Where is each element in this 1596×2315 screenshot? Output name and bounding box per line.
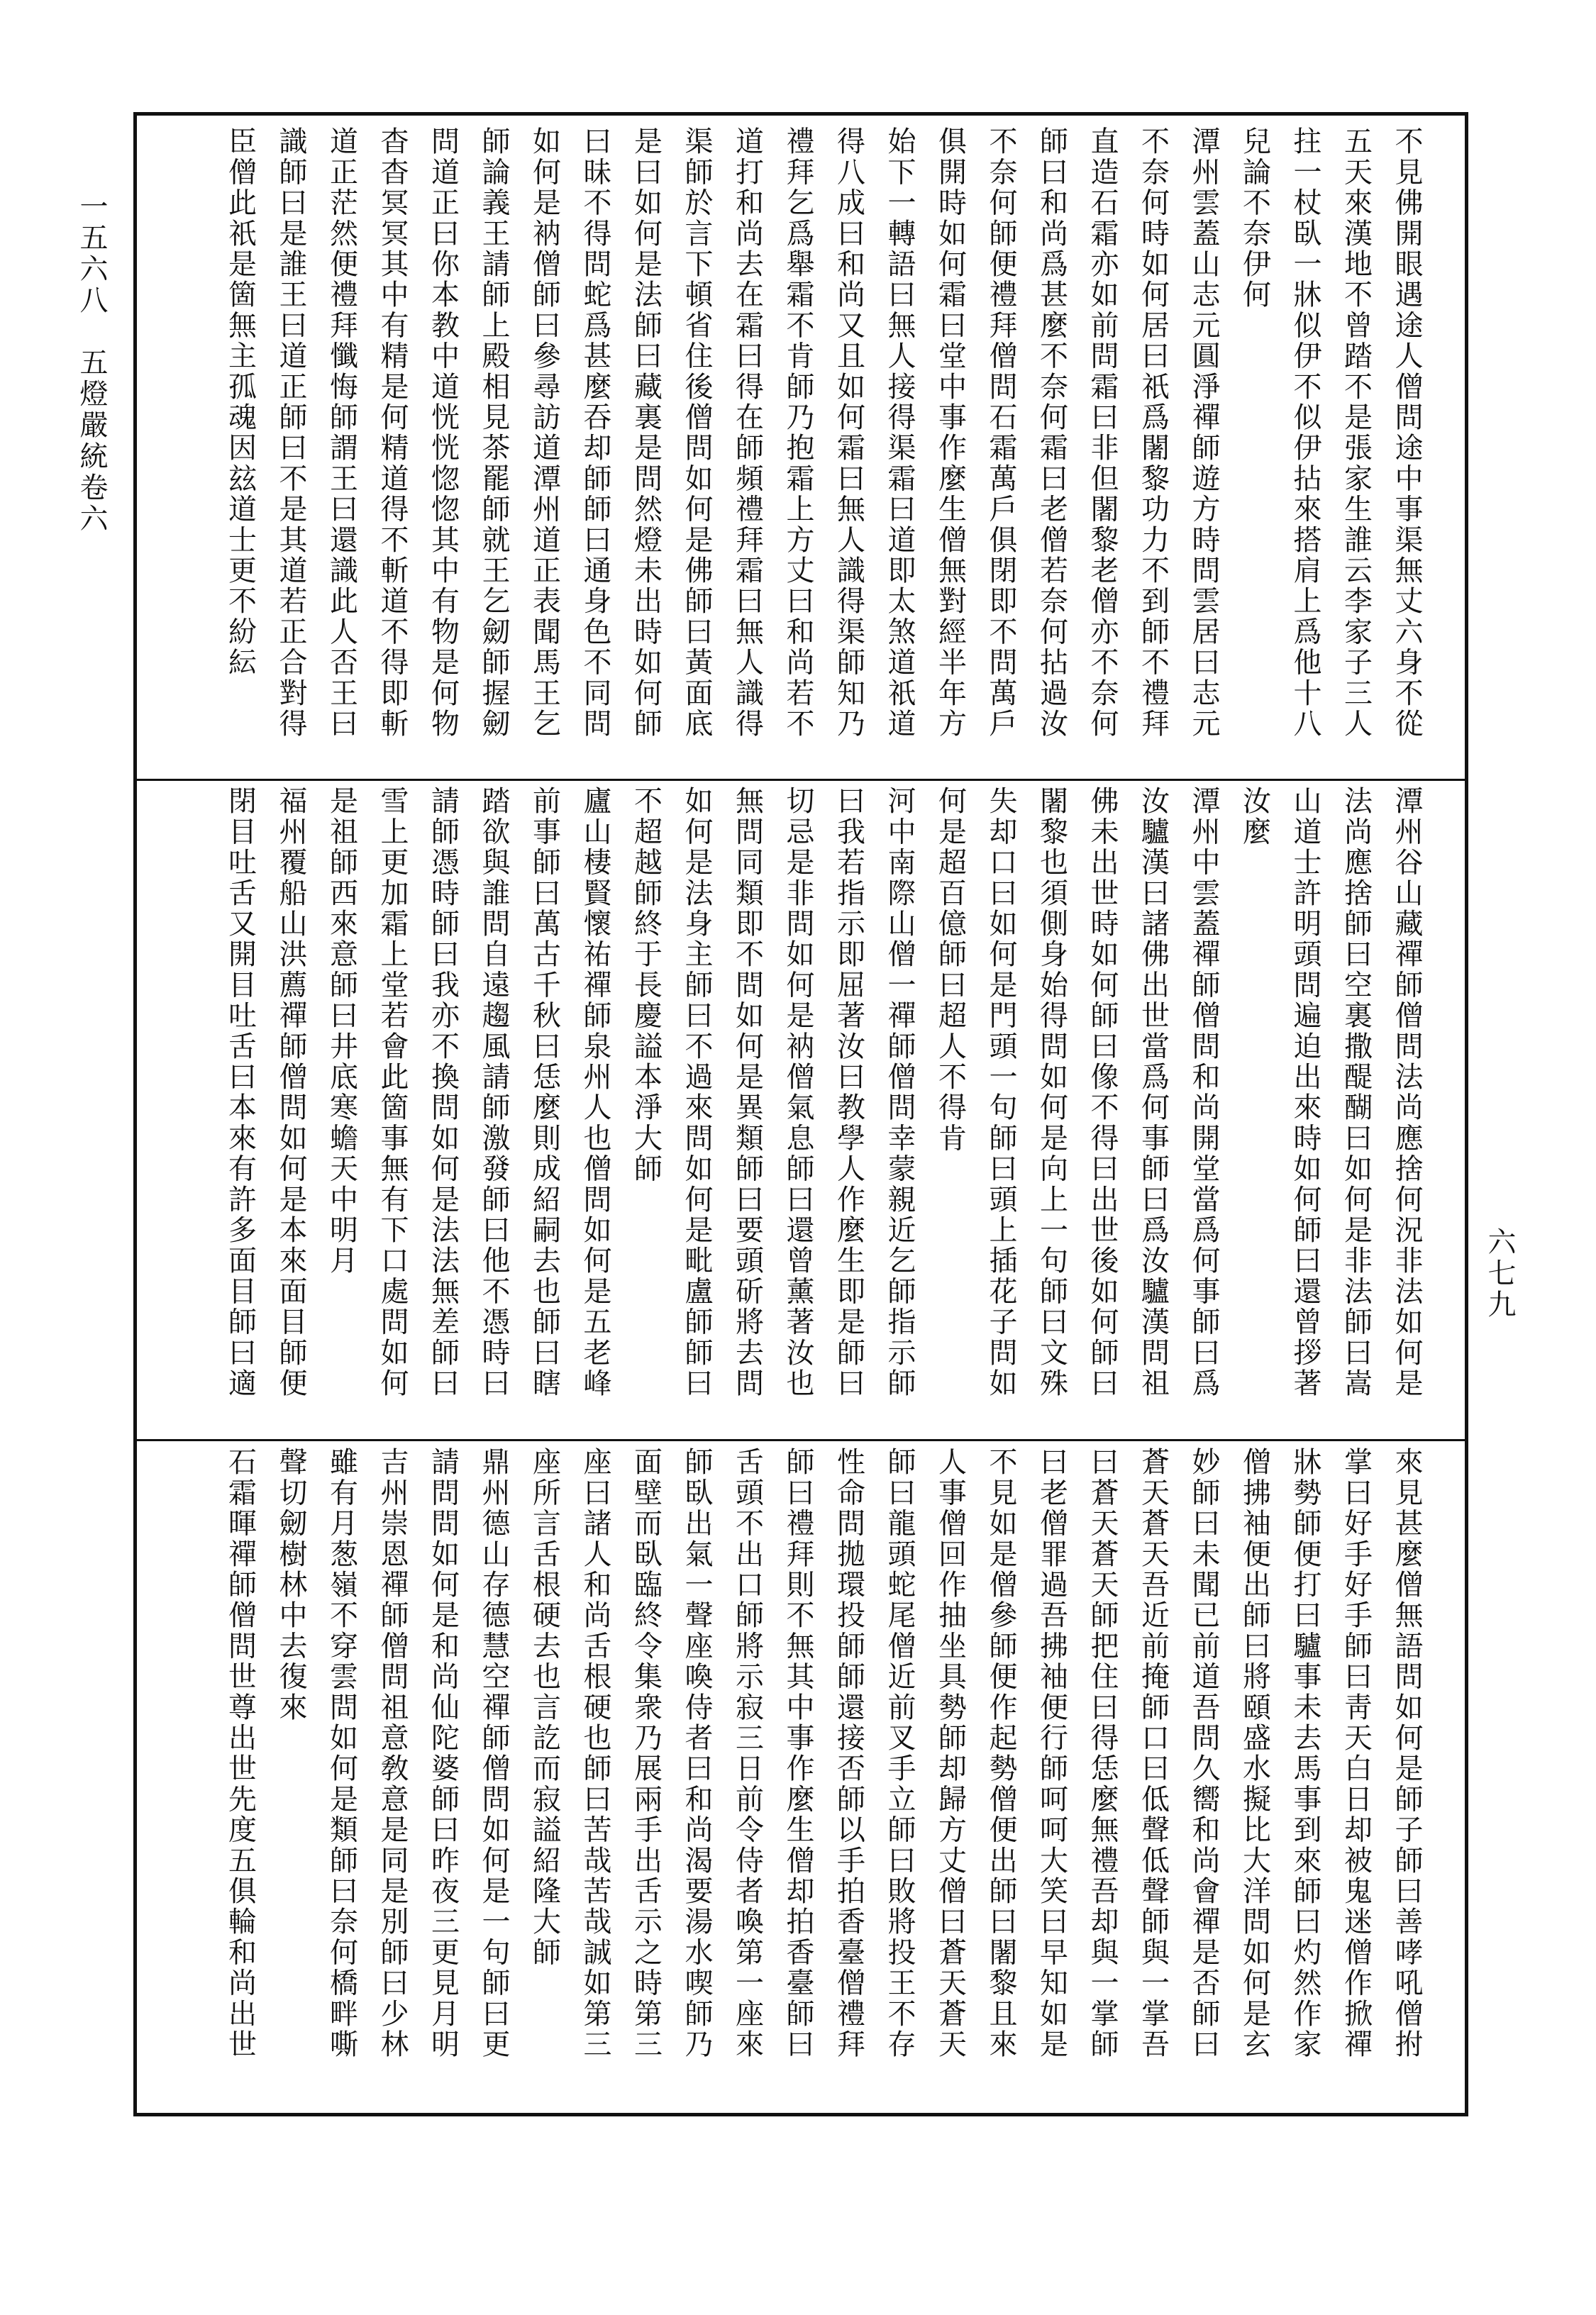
text-column: 石霜暉禪師僧問世尊出世先度五俱輪和尚出世 — [223, 1447, 257, 2060]
text-column: 曰老僧罪過吾拂袖便行師呵呵大笑曰早知如是 — [1035, 1447, 1068, 2060]
text-column: 潭州雲蓋山志元圓淨禪師遊方時問雲居曰志元 — [1187, 126, 1220, 739]
text-column: 是曰如何是法師曰藏裏是問然燈未出時如何師 — [629, 126, 663, 739]
text-column: 臣僧此祇是箇無主孤魂因玆道士更不紛紜 — [223, 126, 257, 678]
text-column: 如何是法身主師曰不過來問如何是毗盧師師曰 — [680, 786, 713, 1399]
text-column: 五天來漢地不曾踏不是張家生誰云李家子三人 — [1339, 126, 1373, 739]
text-column: 河中南際山僧一禪師僧問幸蒙親近乞師指示師 — [883, 786, 916, 1399]
text-column: 得八成曰和尚又且如何霜曰無人識得渠師知乃 — [832, 126, 865, 739]
text-column: 座曰諸人和尚舌根硬也師曰苦哉苦哉誠如第三 — [579, 1447, 611, 2060]
text-column: 直造石霜亦如前問霜曰非但闍黎老僧亦不奈何 — [1086, 126, 1119, 739]
text-column: 掌曰好手好手師曰靑天白日却被鬼迷僧作掀禪 — [1339, 1447, 1373, 2060]
page-header-margin: 一五六八 五燈嚴統卷六 — [75, 191, 108, 535]
text-column: 雪上更加霜上堂若會此箇事無有下口處問如何 — [376, 786, 409, 1399]
text-column: 不奈何時如何居曰祇爲闍黎功力不到師不禮拜 — [1136, 126, 1170, 739]
text-column: 師曰和尚爲甚麼不奈何霜曰老僧若奈何拈過汝 — [1035, 126, 1068, 739]
text-column: 牀勢師便打曰驢事未去馬事到來師曰灼然作家 — [1289, 1447, 1321, 2060]
text-column: 師論義王請師上殿相見茶罷師就王乞劒師握劒 — [477, 126, 510, 739]
text-column: 閉目吐舌又開目吐舌曰本來有許多面目師曰適 — [223, 786, 257, 1399]
folio-number: 六七九 — [1483, 1227, 1516, 1321]
text-column: 渠師於言下頓省住後僧問如何是佛師曰黃面底 — [680, 126, 713, 739]
text-column: 不見佛開眼遇途人僧問途中事渠無丈六身不從 — [1390, 126, 1423, 739]
text-column: 雖有月葱嶺不穿雲問如何是類師曰奈何橋畔嘶 — [325, 1447, 358, 2060]
text-column: 失却口曰如何是門頭一句師曰頭上插花子問如 — [985, 786, 1017, 1399]
text-column: 請師憑時師曰我亦不換問如何是法法無差師曰 — [426, 786, 460, 1399]
text-column: 不超越師終于長慶謚本淨大師 — [629, 786, 663, 1184]
text-column: 汝驢漢曰諸佛出世當爲何事師曰爲汝驢漢問祖 — [1136, 786, 1170, 1399]
text-column: 蒼天蒼天吾近前掩師口曰低聲低聲師與一掌吾 — [1136, 1447, 1170, 2060]
text-column: 道打和尚去在霜曰得在師頻禮拜霜曰無人識得 — [731, 126, 764, 739]
text-column: 道正茫然便禮拜懺悔師謂王曰還識此人否王曰 — [325, 126, 358, 739]
text-column: 曰昧不得問蛇爲甚麼吞却師師曰通身色不同問 — [579, 126, 611, 739]
register-divider-2 — [137, 1439, 1465, 1441]
text-column: 性命問拋環投師師還接否師以手拍香臺僧禮拜 — [832, 1447, 865, 2060]
text-column: 是祖師西來意師曰井底寒蟾天中明月 — [325, 786, 358, 1277]
text-column: 師曰禮拜則不無其中事作麼生僧却拍香臺師曰 — [782, 1447, 814, 2060]
text-column: 法尚應捨師曰空裏撒醍醐曰如何是非法師曰嵩 — [1339, 786, 1373, 1399]
register-divider-1 — [137, 779, 1465, 781]
text-column: 何是超百億師曰超人不得肯 — [933, 786, 967, 1154]
text-column: 切忌是非問如何是衲僧氣息師曰還曾薰著汝也 — [782, 786, 814, 1399]
text-column: 兒論不奈伊何 — [1238, 126, 1271, 311]
text-column: 廬山棲賢懷祐禪師泉州人也僧問如何是五老峰 — [579, 786, 611, 1399]
text-column: 不見如是僧參師便作起勢僧便出師曰闍黎且來 — [985, 1447, 1017, 2060]
text-column: 始下一轉語曰無人接得渠霜曰道即太煞道祇道 — [883, 126, 916, 739]
text-column: 聲切劒樹林中去復來 — [275, 1447, 307, 1723]
text-column: 佛未出世時如何師曰像不得曰出世後如何師曰 — [1086, 786, 1119, 1399]
text-column: 師臥出氣一聲座喚侍者曰和尚渴要湯水喫師乃 — [680, 1447, 713, 2060]
text-column: 禮拜乞爲舉霜不肯師乃抱霜上方丈曰和尚若不 — [782, 126, 814, 739]
text-column: 如何是衲僧師曰參尋訪道潭州道正表聞馬王乞 — [528, 126, 561, 739]
text-column: 鼎州德山存德慧空禪師僧問如何是一句師曰更 — [477, 1447, 510, 2060]
text-column: 不奈何師便禮拜僧問石霜萬戶俱閉即不問萬戶 — [985, 126, 1017, 739]
text-column: 踏欲與誰問自遠趨風請師激發師曰他不憑時曰 — [477, 786, 510, 1399]
text-column: 潭州谷山藏禪師僧問法尚應捨何況非法如何是 — [1390, 786, 1423, 1399]
text-column: 山道士許明頭問遍迫出來時如何師曰還曾拶著 — [1289, 786, 1321, 1399]
text-column: 識師曰是誰王曰道正師曰不是其道若正合對得 — [275, 126, 307, 739]
text-column: 潭州中雲蓋禪師僧問和尚開堂當爲何事師曰爲 — [1187, 786, 1220, 1399]
text-column: 師曰龍頭蛇尾僧近前叉手立師曰敗將投王不存 — [883, 1447, 916, 2060]
text-column: 拄一杖臥一牀似伊不似伊拈來搭肩上爲他十八 — [1289, 126, 1321, 739]
text-column: 無問同類即不問如何是異類師曰要頭斫將去問 — [731, 786, 764, 1399]
text-column: 俱開時如何霜曰堂中事作麼生僧無對經半年方 — [933, 126, 967, 739]
text-column: 舌頭不出口師將示寂三日前令侍者喚第一座來 — [731, 1447, 764, 2060]
text-column: 僧拂袖便出師曰將頤盛水擬比大洋問如何是玄 — [1238, 1447, 1271, 2060]
text-column: 妙師曰未聞已前道吾問久嚮和尚會禪是否師曰 — [1187, 1447, 1220, 2060]
text-column: 曰蒼天蒼天師把住曰得恁麼無禮吾却與一掌師 — [1086, 1447, 1119, 2060]
text-column: 來見甚麼僧無語問如何是師子師曰善哮吼僧拊 — [1390, 1447, 1423, 2060]
text-column: 福州覆船山洪薦禪師僧問如何是本來面目師便 — [275, 786, 307, 1399]
text-column: 座所言舌根硬去也言訖而寂謚紹隆大師 — [528, 1447, 561, 1968]
text-column: 面壁而臥臨終令集衆乃展兩手出舌示之時第三 — [629, 1447, 663, 2060]
text-column: 請問問如何是和尚仙陀婆師曰昨夜三更見月明 — [426, 1447, 460, 2060]
text-column: 問道正曰你本教中道恍恍惚惚其中有物是何物 — [426, 126, 460, 739]
text-column: 曰我若指示即屈著汝曰教學人作麼生即是師曰 — [832, 786, 865, 1399]
text-column: 吉州崇恩禪師僧問祖意敎意是同是別師曰少林 — [376, 1447, 409, 2060]
text-column: 前事師曰萬古千秋曰恁麼則成紹嗣去也師曰瞎 — [528, 786, 561, 1399]
text-column: 汝麼 — [1238, 786, 1271, 848]
text-column: 闍黎也須側身始得問如何是向上一句師曰文殊 — [1035, 786, 1068, 1399]
text-column: 人事僧回作抽坐具勢師却歸方丈僧曰蒼天蒼天 — [933, 1447, 967, 2060]
text-column: 杳杳冥冥其中有精是何精道得不斬道不得即斬 — [376, 126, 409, 739]
